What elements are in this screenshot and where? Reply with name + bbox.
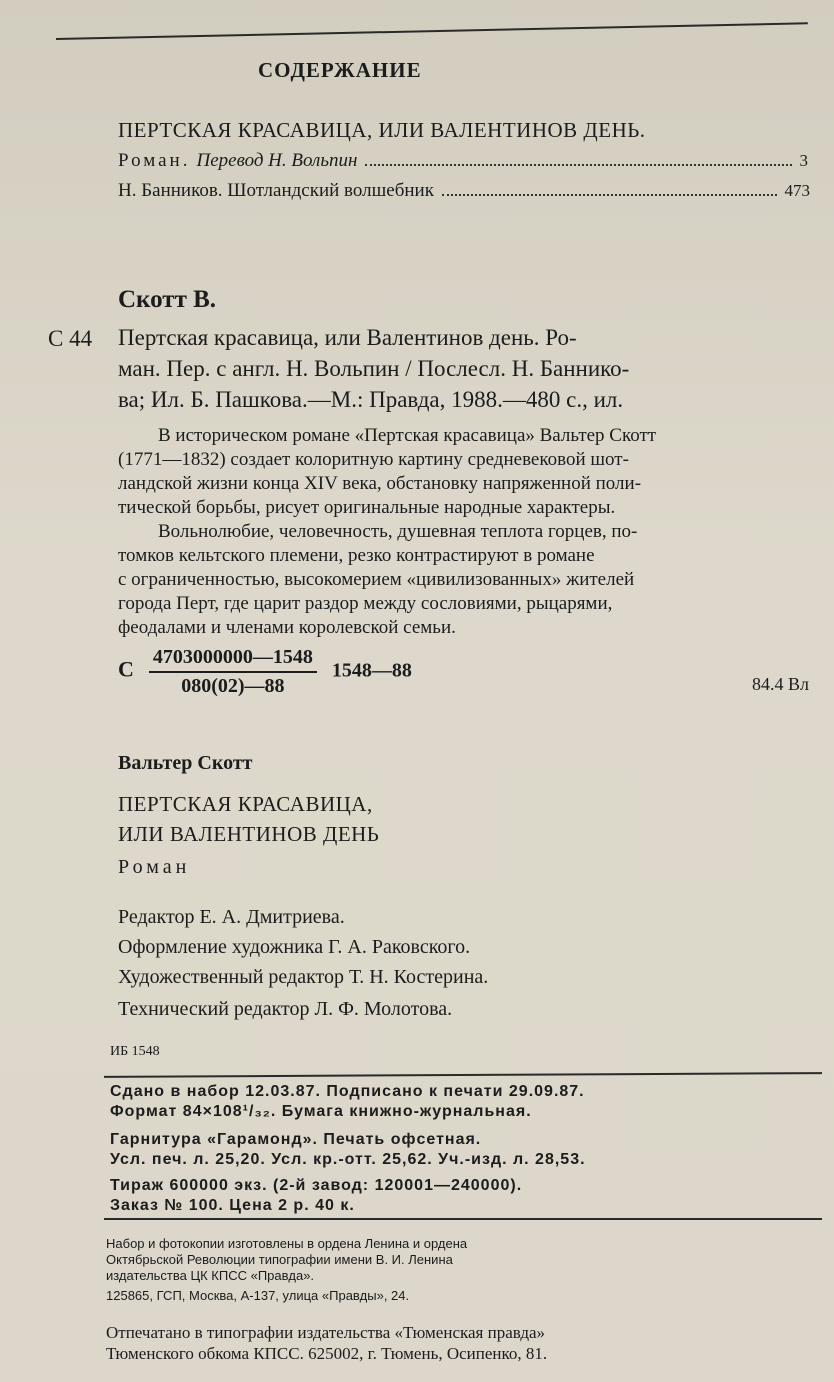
annotation-line: ландской жизни конца XIV века, обстановку напряженной поли- [118, 473, 642, 494]
imprint-line: Сдано в набор 12.03.87. Подписано к печати 29.09.87. [110, 1083, 585, 1100]
formula-fraction [149, 646, 317, 698]
biblio-line: ман. Пер. с англ. Н. Вольпин / Послесл. Н. Баннико- [118, 356, 630, 381]
annotation-line: (1771—1832) создает колоритную картину средневековой шот- [118, 449, 629, 470]
credits-title-line1: ПЕРТСКАЯ КРАСАВИЦА, [118, 792, 373, 816]
annotation-line: феодалами и членами королевской семьи. [118, 617, 456, 638]
ib-number: ИБ 1548 [110, 1044, 160, 1059]
biblio-line: Пертская красавица, или Валентинов день. Ро- [118, 325, 577, 350]
imprint-line: Усл. печ. л. 25,20. Усл. кр.-отт. 25,62. Уч.-изд. л. 28,53. [110, 1151, 586, 1168]
formula-numerator: 4703000000—1548 [149, 646, 317, 673]
toc-entry-novel-translator: Перевод Н. Вольпин [196, 150, 358, 171]
credits-art-editor: Художественный редактор Т. Н. Костерина. [118, 966, 489, 988]
printer-line: Октябрьской Революции типографии имени В. И. Ленина [106, 1252, 453, 1267]
credits-editor: Редактор Е. А. Дмитриева. [118, 906, 345, 928]
toc-title: ПЕРТСКАЯ КРАСАВИЦА, ИЛИ ВАЛЕНТИНОВ ДЕНЬ. [118, 118, 646, 142]
printed-line: Тюменского обкома КПСС. 625002, г. Тюмень, Осипенко, 81. [106, 1344, 548, 1363]
imprint-line: Заказ № 100. Цена 2 р. 40 к. [110, 1197, 355, 1214]
formula-prefix: С [118, 656, 134, 682]
toc-dot-leader [442, 194, 777, 196]
credits-author: Вальтер Скотт [118, 752, 253, 774]
imprint-line: Тираж 600000 экз. (2-й завод: 120001—240000). [110, 1177, 523, 1194]
imprint-line: Гарнитура «Гарамонд». Печать офсетная. [110, 1131, 482, 1148]
biblio-line: ва; Ил. Б. Пашкова.—М.: Правда, 1988.—480 с., ил. [118, 387, 624, 412]
printer-line: издательства ЦК КПСС «Правда». [106, 1268, 315, 1283]
credits-designer: Оформление художника Г. А. Раковского. [118, 936, 471, 958]
catalog-biblio [118, 322, 816, 415]
catalog-author: Скотт В. [118, 286, 217, 313]
toc-entry-novel [118, 150, 808, 172]
credits-tech-editor: Технический редактор Л. Ф. Молотова. [118, 998, 453, 1020]
top-rule [56, 22, 808, 40]
annotation-paragraph-2 [118, 520, 818, 640]
credits-genre: Роман [118, 856, 191, 878]
imprint-line: Формат 84×108¹/₃₂. Бумага книжно-журнальная. [110, 1103, 532, 1120]
printer-line: Набор и фотокопии изготовлены в ордена Ленина и ордена [106, 1236, 468, 1251]
imprint-rule-top [104, 1072, 822, 1078]
printer-line: 125865, ГСП, Москва, А-137, улица «Правды», 24. [106, 1288, 410, 1303]
annotation-paragraph-1 [118, 424, 818, 520]
classification-formula [118, 646, 412, 698]
annotation-line: тической борьбы, рисует оригинальные народные характеры. [118, 497, 616, 518]
printed-line: Отпечатано в типографии издательства «Тюменская правда» [106, 1323, 546, 1342]
toc-entry-novel-page: 3 [799, 151, 808, 170]
toc-dot-leader [365, 164, 791, 166]
annotation-line: города Перт, где царит раздор между сословиями, рыцарями, [118, 593, 613, 614]
imprint-block [110, 1082, 586, 1216]
formula-suffix: 1548—88 [331, 659, 412, 682]
annotation-line: томков кельтского племени, резко контрастируют в романе [118, 545, 595, 566]
catalog-code: С 44 [48, 326, 93, 351]
printed-by-block [106, 1322, 547, 1364]
annotation-line: Вольнолюбие, человечность, душевная теплота горцев, по- [158, 521, 638, 542]
printer-block [106, 1236, 467, 1304]
annotation-line: В историческом романе «Пертская красавица» Вальтер Скотт [158, 425, 657, 446]
toc-entry-afterword [118, 180, 810, 202]
credits-title-line2: ИЛИ ВАЛЕНТИНОВ ДЕНЬ [118, 822, 380, 846]
toc-entry-afterword-label: Н. Банников. Шотландский волшебник [118, 180, 434, 201]
annotation-line: с ограниченностью, высокомерием «цивилизованных» жителей [118, 569, 635, 590]
toc-entry-afterword-page: 473 [784, 181, 810, 200]
formula-denominator: 080(02)—88 [181, 675, 285, 697]
bbk-index: 84.4 Вл [752, 674, 809, 694]
toc-heading: СОДЕРЖАНИЕ [258, 58, 422, 82]
imprint-rule-bottom [104, 1218, 822, 1220]
toc-entry-novel-label: Роман. [118, 150, 191, 171]
